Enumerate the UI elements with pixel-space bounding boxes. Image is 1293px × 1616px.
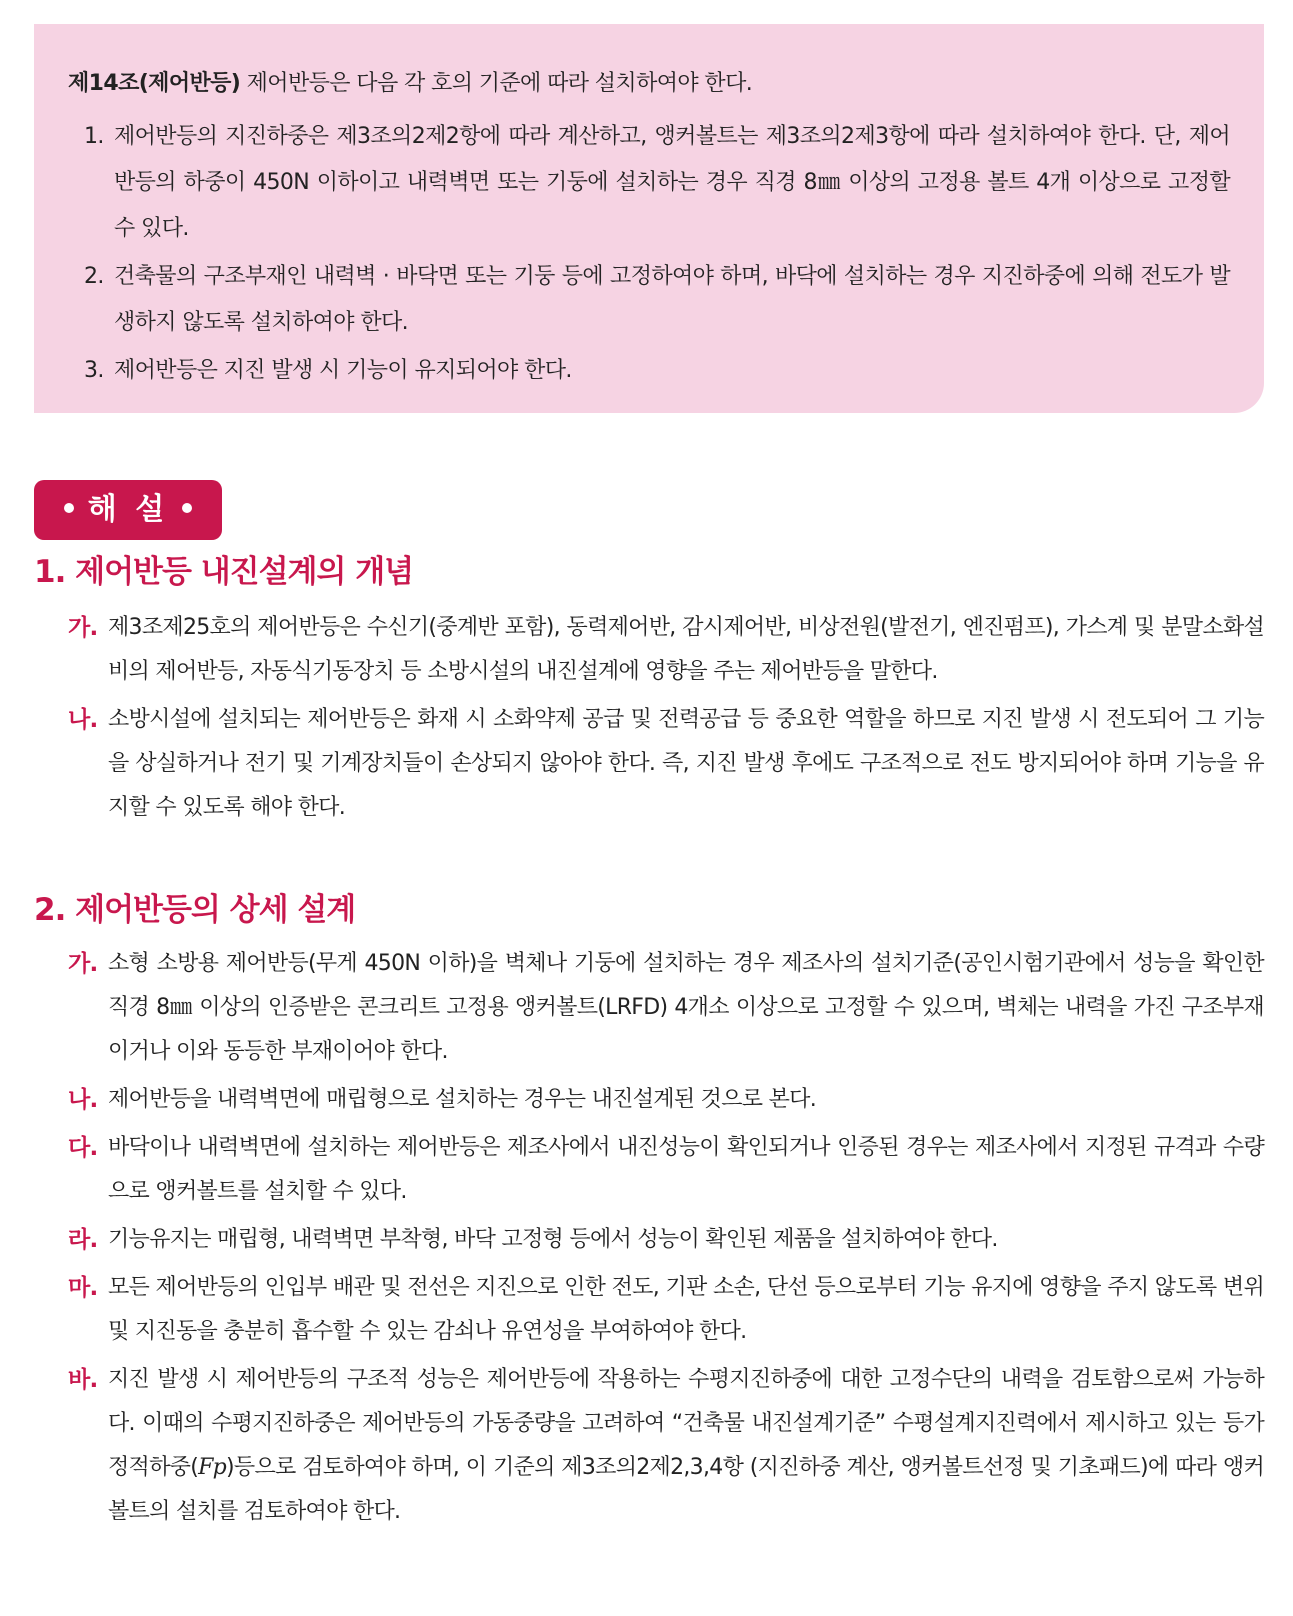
commentary-badge	[34, 480, 222, 540]
item-text-part: 지진 발생 시 제어반등의 구조적 성능은 제어반등에 작용하는 수평지진하중에 대한 고정수단의 내력을 검토함으로써 가능하다. 이때의 수평지진하중은 제어반등의 가동중량을 고려하여 “건축물 내진설계기준” 수평설계지진력에서 제시하고 있는 등가정적하중(	[108, 1367, 1264, 1480]
list-item	[68, 606, 1264, 694]
article-label: 제14조(제어반등)	[68, 71, 241, 96]
badge-label: 해 설	[87, 492, 169, 527]
list-item	[68, 942, 1264, 1074]
item-marker: 나.	[68, 1087, 98, 1113]
list-item	[68, 1126, 1264, 1214]
item-text: 소형 소방용 제어반등(무게 450N 이하)을 벽체나 기둥에 설치하는 경우 제조사의 설치기준(공인시험기관에서 성능을 확인한 직경 8㎜ 이상의 인증받은 콘크리트 고정용 앵커볼트(LRFD) 4개소 이상으로 고정할 수 있으며, 벽체는 내력을 가진 구조부재이거나 이와 동등한 부재이어야 한다.	[108, 951, 1264, 1064]
item-marker: 가.	[68, 951, 98, 977]
article-text: 제어반등은 다음 각 호의 기준에 따라 설치하여야 한다.	[240, 71, 753, 96]
law-item-text: 제어반등은 지진 발생 시 기능이 유지되어야 한다.	[114, 358, 572, 383]
item-text: 제3조제25호의 제어반등은 수신기(중계반 포함), 동력제어반, 감시제어반, 비상전원(발전기, 엔진펌프), 가스계 및 분말소화설비의 제어반등, 자동식기동장치 등 소방시설의 내진설계에 영향을 주는 제어반등을 말한다.	[108, 615, 1264, 684]
bullet-dot-icon	[64, 503, 74, 513]
item-text-part: )등으로 검토하여야 하며, 이 기준의 제3조의2제2,3,4항 (지진하중 계산, 앵커볼트선정 및 기초패드)에 따라 앵커볼트의 설치를 검토하여야 한다.	[108, 1455, 1264, 1524]
section-2-title: 2. 제어반등의 상세 설계	[34, 892, 356, 928]
item-marker: 가.	[68, 615, 98, 641]
list-item	[68, 1266, 1264, 1354]
section-2-list	[68, 942, 1264, 1538]
law-item-2	[68, 254, 1230, 346]
item-text: 기능유지는 매립형, 내력벽면 부착형, 바닥 고정형 등에서 성능이 확인된 제품을 설치하여야 한다.	[108, 1227, 998, 1252]
section-1-title: 1. 제어반등 내진설계의 개념	[34, 554, 414, 590]
item-text: 소방시설에 설치되는 제어반등은 화재 시 소화약제 공급 및 전력공급 등 중요한 역할을 하므로 지진 발생 시 전도되어 그 기능을 상실하거나 전기 및 기계장치들이 손상되지 않아야 한다. 즉, 지진 발생 후에도 구조적으로 전도 방지되어야 하며 기능을 유지할 수 있도록 해야 한다.	[108, 707, 1264, 820]
item-text: 바닥이나 내력벽면에 설치하는 제어반등은 제조사에서 내진성능이 확인되거나 인증된 경우는 제조사에서 지정된 규격과 수량으로 앵커볼트를 설치할 수 있다.	[108, 1135, 1264, 1204]
law-item-number: 2.	[84, 264, 104, 289]
law-item-text: 건축물의 구조부재인 내력벽 · 바닥면 또는 기둥 등에 고정하여야 하며, 바닥에 설치하는 경우 지진하중에 의해 전도가 발생하지 않도록 설치하여야 한다.	[114, 264, 1230, 335]
list-item	[68, 1078, 1264, 1122]
section-1-list	[68, 606, 1264, 834]
item-marker: 바.	[68, 1367, 98, 1393]
law-item-text: 제어반등의 지진하중은 제3조의2제2항에 따라 계산하고, 앵커볼트는 제3조의2제3항에 따라 설치하여야 한다. 단, 제어반등의 하중이 450N 이하이고 내력벽면 또는 기둥에 설치하는 경우 직경 8㎜ 이상의 고정용 볼트 4개 이상으로 고정할 수 있다.	[114, 124, 1230, 241]
law-item-number: 1.	[84, 124, 104, 149]
item-marker: 마.	[68, 1275, 98, 1301]
fp-symbol: Fp	[198, 1455, 227, 1480]
list-item	[68, 1358, 1264, 1534]
item-text: 모든 제어반등의 인입부 배관 및 전선은 지진으로 인한 전도, 기판 소손, 단선 등으로부터 기능 유지에 영향을 주지 않도록 변위 및 지진동을 충분히 흡수할 수 있는 감쇠나 유연성을 부여하여야 한다.	[108, 1275, 1264, 1344]
item-marker: 나.	[68, 707, 98, 733]
law-item-1	[68, 114, 1230, 252]
bullet-dot-icon	[182, 503, 192, 513]
list-item	[68, 1218, 1264, 1262]
law-article-box	[34, 24, 1264, 413]
law-item-3	[68, 348, 1230, 394]
item-text	[108, 1358, 1264, 1534]
law-article-heading	[68, 68, 1230, 100]
list-item	[68, 698, 1264, 830]
item-marker: 다.	[68, 1135, 98, 1161]
item-text: 제어반등을 내력벽면에 매립형으로 설치하는 경우는 내진설계된 것으로 본다.	[108, 1087, 817, 1112]
law-item-number: 3.	[84, 358, 104, 383]
item-marker: 라.	[68, 1227, 98, 1253]
